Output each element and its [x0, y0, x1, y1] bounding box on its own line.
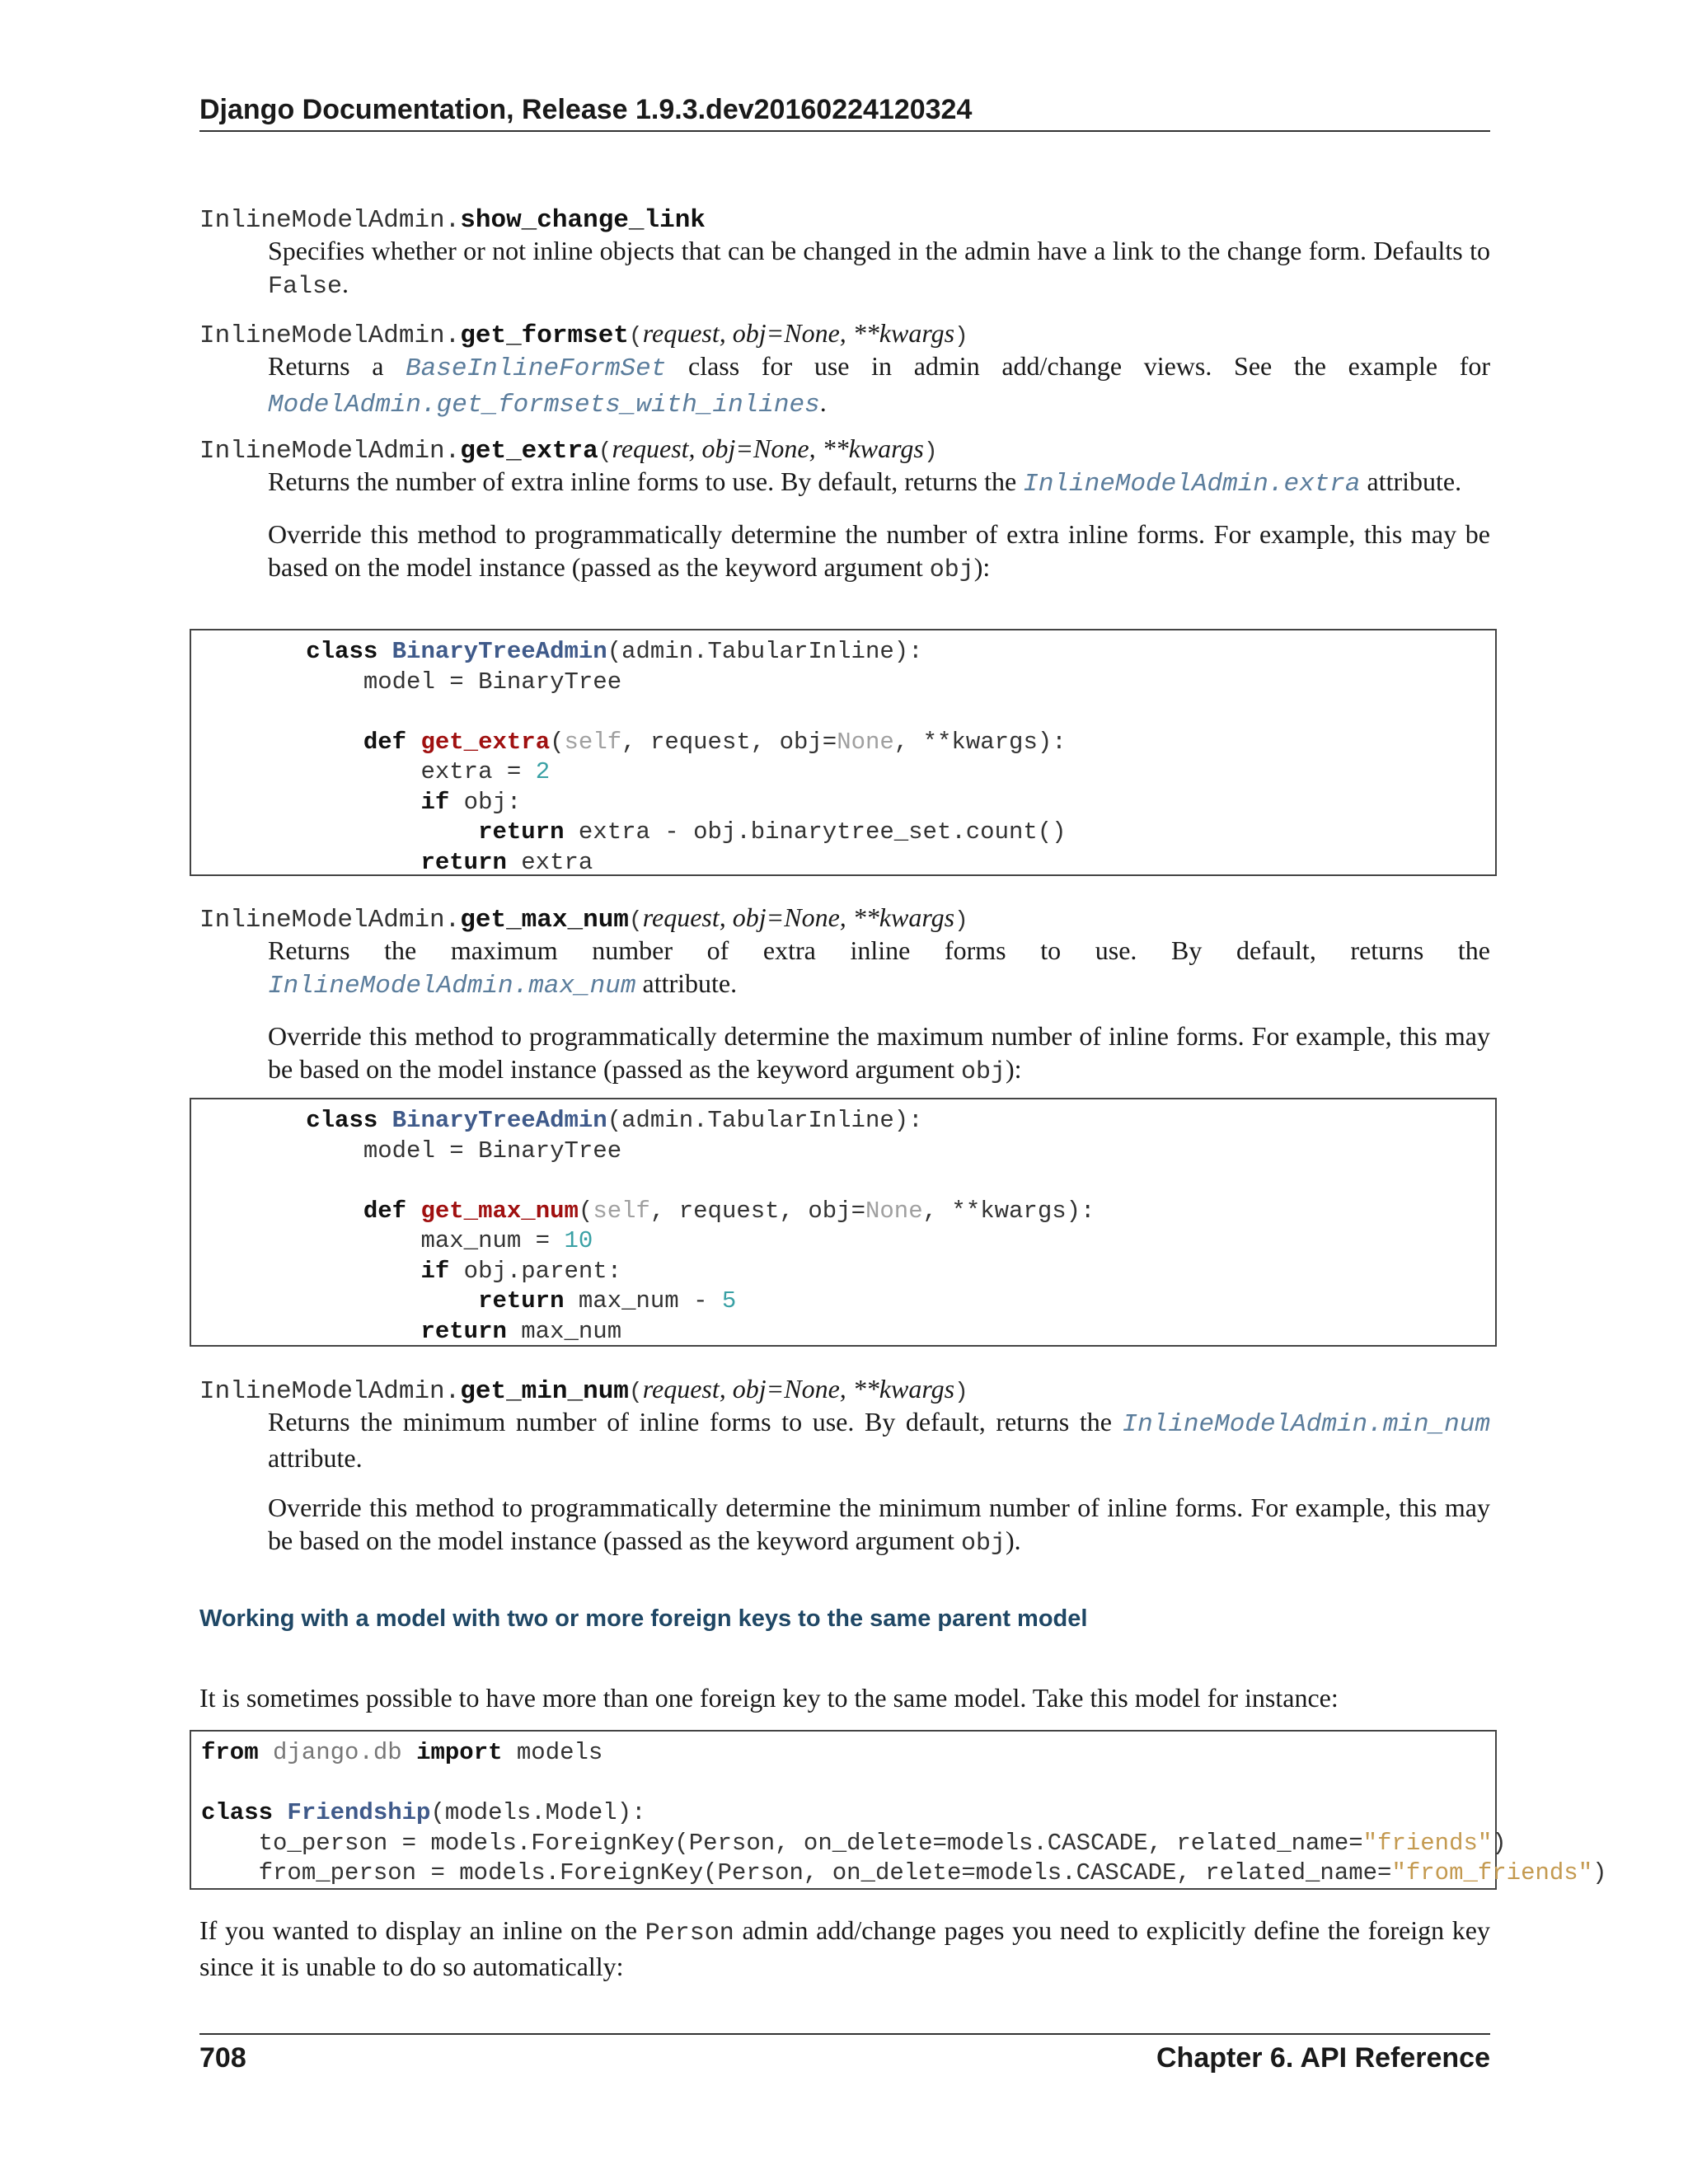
link-inlinemodeladmin-max-num[interactable]: InlineModelAdmin.max_num [268, 972, 636, 1001]
description-get-min-num: Returns the minimum number of inline forms to use. By default, returns the InlineModelAdmin.min_num attribute. Override this method to programmatically determine the minimum number of inline forms. For example, this may be based on the model instance (passed as the keyword argument obj). [268, 1407, 1490, 1558]
method-params: request, obj=None, **kwargs [642, 1374, 955, 1404]
link-inlinemodeladmin-extra[interactable]: InlineModelAdmin.extra [1023, 470, 1361, 499]
description-get-extra: Returns the number of extra inline forms to use. By default, returns the InlineModelAdmin.extra attribute. Override this method to programmatically determine the number of extra inline forms. For example, this may be based on the model instance (passed as the keyword argument obj): [268, 466, 1490, 584]
method-params: request, obj=None, **kwargs [642, 318, 955, 348]
inline-code: obj [960, 1058, 1006, 1086]
chapter-title: Chapter 6. API Reference [1156, 2042, 1490, 2074]
paragraph-intro: It is sometimes possible to have more than one foreign key to the same model. Take this model for instance: [199, 1683, 1339, 1713]
method-name: get_min_num [460, 1377, 629, 1406]
description-get-formset: Returns a BaseInlineFormSet class for use in admin add/change views. See the example for ModelAdmin.get_formsets_with_inlines. [268, 351, 1491, 419]
footer-rule [199, 2033, 1490, 2035]
page-footer [199, 2041, 1490, 2075]
class-name: InlineModelAdmin. [199, 906, 461, 935]
inline-code: False [268, 273, 343, 301]
method-name: get_max_num [460, 906, 629, 935]
description-get-max-num: Returns the maximum number of extra inline forms to use. By default, returns the InlineModelAdmin.max_num attribute. Override this method to programmatically determine the maximum number of inline forms. For example, this may be based on the model instance (passed as the keyword argument obj): [268, 935, 1490, 1086]
signature-show-change-link [199, 201, 706, 234]
signature-get-max-num: InlineModelAdmin.get_max_num(request, obj=None, **kwargs) [199, 902, 968, 935]
section-heading: Working with a model with two or more foreign keys to the same parent model [199, 1605, 1088, 1632]
signature-get-extra: InlineModelAdmin.get_extra(request, obj=None, **kwargs) [199, 434, 938, 466]
method-params: request, obj=None, **kwargs [642, 902, 955, 932]
class-name: InlineModelAdmin. [199, 321, 461, 350]
method-name: get_extra [460, 437, 598, 466]
link-baseinlineformset[interactable]: BaseInlineFormSet [406, 354, 667, 383]
signature-get-formset: InlineModelAdmin.get_formset(request, obj=None, **kwargs) [199, 318, 968, 350]
signature-get-min-num: InlineModelAdmin.get_min_num(request, obj=None, **kwargs) [199, 1374, 968, 1406]
inline-code: obj [929, 556, 974, 584]
method-name: get_formset [460, 321, 629, 350]
code-block-friendship: from django.db import models class Friendship(models.Model): to_person = models.ForeignKey(Person, on_delete=models.CASCADE, related_name="friends") from_person = models.ForeignKey(Person, on_delete=models.CASCADE, related_name="from_friends") [190, 1730, 1497, 1890]
method-params: request, obj=None, **kwargs [612, 434, 924, 463]
inline-code: obj [960, 1530, 1006, 1558]
link-get-formsets-with-inlines[interactable]: ModelAdmin.get_formsets_with_inlines [268, 391, 820, 419]
paragraph-outro: If you wanted to display an inline on the Person admin add/change pages you need to explicitly define the foreign key since it is unable to do so automatically: [199, 1915, 1491, 1981]
inline-code: Person [645, 1919, 734, 1947]
code-block-get-max-num: class BinaryTreeAdmin(admin.TabularInline): model = BinaryTree def get_max_num(self, request, obj=None, **kwargs): max_num = 10 if obj.parent: return max_num - 5 return max_num [190, 1098, 1497, 1347]
class-name: InlineModelAdmin. [199, 206, 461, 235]
link-inlinemodeladmin-min-num[interactable]: InlineModelAdmin.min_num [1122, 1410, 1490, 1439]
code-block-get-extra: class BinaryTreeAdmin(admin.TabularInline): model = BinaryTree def get_extra(self, request, obj=None, **kwargs): extra = 2 if obj: return extra - obj.binarytree_set.count() return extra [190, 629, 1497, 876]
attribute-name: show_change_link [460, 206, 706, 235]
page-number: 708 [199, 2042, 246, 2074]
description-show-change-link: Specifies whether or not inline objects that can be changed in the admin have a link to the change form. Defaults to False. [268, 236, 1490, 301]
running-header: Django Documentation, Release 1.9.3.dev20160224120324 [199, 92, 1490, 132]
class-name: InlineModelAdmin. [199, 437, 461, 466]
class-name: InlineModelAdmin. [199, 1377, 461, 1406]
